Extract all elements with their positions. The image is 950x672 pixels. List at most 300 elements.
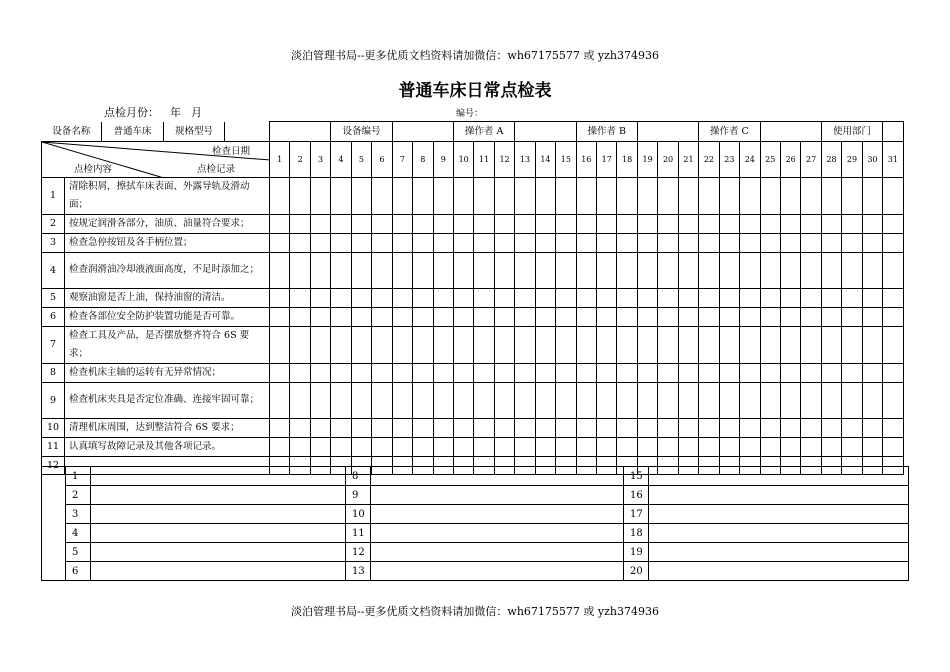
check-cell[interactable] [617,382,637,418]
check-cell[interactable] [351,418,371,437]
check-cell[interactable] [413,177,433,214]
check-cell[interactable] [617,326,637,363]
check-cell[interactable] [719,326,739,363]
check-cell[interactable] [842,382,862,418]
model-value[interactable] [225,122,270,141]
check-cell[interactable] [658,382,678,418]
check-cell[interactable] [270,288,290,307]
check-cell[interactable] [821,214,841,233]
check-cell[interactable] [597,252,617,288]
check-cell[interactable] [515,307,535,326]
check-cell[interactable] [351,288,371,307]
check-cell[interactable] [740,252,760,288]
check-cell[interactable] [576,233,596,252]
check-cell[interactable] [740,233,760,252]
check-cell[interactable] [433,252,453,288]
check-cell[interactable] [821,233,841,252]
check-cell[interactable] [821,437,841,456]
check-cell[interactable] [842,252,862,288]
check-cell[interactable] [576,326,596,363]
check-cell[interactable] [474,437,494,456]
check-cell[interactable] [474,252,494,288]
check-cell[interactable] [719,363,739,382]
check-cell[interactable] [801,437,821,456]
check-cell[interactable] [597,382,617,418]
check-cell[interactable] [351,252,371,288]
check-cell[interactable] [515,214,535,233]
check-cell[interactable] [270,418,290,437]
check-cell[interactable] [556,437,576,456]
check-cell[interactable] [494,177,514,214]
check-cell[interactable] [760,252,780,288]
check-cell[interactable] [331,382,351,418]
check-cell[interactable] [719,382,739,418]
check-cell[interactable] [290,177,310,214]
check-cell[interactable] [678,288,698,307]
check-cell[interactable] [351,177,371,214]
check-cell[interactable] [433,233,453,252]
check-cell[interactable] [617,288,637,307]
check-cell[interactable] [719,437,739,456]
check-cell[interactable] [413,437,433,456]
check-cell[interactable] [515,418,535,437]
check-cell[interactable] [821,252,841,288]
check-cell[interactable] [413,252,433,288]
check-cell[interactable] [678,177,698,214]
check-cell[interactable] [597,363,617,382]
check-cell[interactable] [372,437,392,456]
check-cell[interactable] [433,363,453,382]
check-cell[interactable] [740,326,760,363]
check-cell[interactable] [597,177,617,214]
check-cell[interactable] [270,233,290,252]
check-cell[interactable] [331,363,351,382]
check-cell[interactable] [413,382,433,418]
check-cell[interactable] [433,288,453,307]
check-cell[interactable] [801,252,821,288]
check-cell[interactable] [801,177,821,214]
check-cell[interactable] [842,288,862,307]
check-cell[interactable] [658,418,678,437]
check-cell[interactable] [392,418,412,437]
check-cell[interactable] [617,437,637,456]
check-cell[interactable] [413,326,433,363]
check-cell[interactable] [535,307,555,326]
check-cell[interactable] [392,252,412,288]
check-cell[interactable] [576,418,596,437]
check-cell[interactable] [780,214,800,233]
check-cell[interactable] [290,418,310,437]
check-cell[interactable] [658,252,678,288]
check-cell[interactable] [556,307,576,326]
check-cell[interactable] [576,382,596,418]
check-cell[interactable] [270,326,290,363]
check-cell[interactable] [453,214,473,233]
check-cell[interactable] [678,233,698,252]
check-cell[interactable] [515,326,535,363]
check-cell[interactable] [883,326,903,363]
check-cell[interactable] [637,326,657,363]
check-cell[interactable] [556,418,576,437]
check-cell[interactable] [535,437,555,456]
check-cell[interactable] [719,177,739,214]
check-cell[interactable] [270,214,290,233]
check-cell[interactable] [351,307,371,326]
check-cell[interactable] [842,233,862,252]
check-cell[interactable] [453,326,473,363]
check-cell[interactable] [535,214,555,233]
check-cell[interactable] [290,326,310,363]
check-cell[interactable] [760,418,780,437]
check-cell[interactable] [351,214,371,233]
check-cell[interactable] [637,382,657,418]
check-cell[interactable] [862,252,882,288]
check-cell[interactable] [760,382,780,418]
check-cell[interactable] [883,418,903,437]
check-cell[interactable] [310,418,330,437]
check-cell[interactable] [413,418,433,437]
op-a-value[interactable] [515,122,576,142]
check-cell[interactable] [372,252,392,288]
check-cell[interactable] [576,437,596,456]
check-cell[interactable] [535,233,555,252]
check-cell[interactable] [413,233,433,252]
check-cell[interactable] [637,252,657,288]
check-cell[interactable] [801,307,821,326]
check-cell[interactable] [453,233,473,252]
check-cell[interactable] [597,418,617,437]
record-value[interactable] [371,543,624,562]
check-cell[interactable] [801,418,821,437]
check-cell[interactable] [270,363,290,382]
record-value[interactable] [91,524,346,543]
check-cell[interactable] [821,307,841,326]
check-cell[interactable] [678,214,698,233]
check-cell[interactable] [842,363,862,382]
check-cell[interactable] [658,214,678,233]
check-cell[interactable] [392,363,412,382]
check-cell[interactable] [351,233,371,252]
check-cell[interactable] [413,307,433,326]
check-cell[interactable] [637,233,657,252]
check-cell[interactable] [883,363,903,382]
check-cell[interactable] [842,418,862,437]
check-cell[interactable] [617,363,637,382]
check-cell[interactable] [535,252,555,288]
check-cell[interactable] [617,214,637,233]
check-cell[interactable] [474,382,494,418]
check-cell[interactable] [760,233,780,252]
check-cell[interactable] [494,382,514,418]
check-cell[interactable] [433,382,453,418]
record-value[interactable] [649,543,909,562]
check-cell[interactable] [617,418,637,437]
check-cell[interactable] [372,288,392,307]
check-cell[interactable] [760,177,780,214]
check-cell[interactable] [699,177,719,214]
check-cell[interactable] [372,363,392,382]
check-cell[interactable] [474,418,494,437]
record-value[interactable] [649,524,909,543]
check-cell[interactable] [433,326,453,363]
check-cell[interactable] [535,382,555,418]
record-value[interactable] [371,486,624,505]
check-cell[interactable] [433,177,453,214]
check-cell[interactable] [556,288,576,307]
check-cell[interactable] [617,307,637,326]
check-cell[interactable] [719,307,739,326]
check-cell[interactable] [658,177,678,214]
check-cell[interactable] [597,214,617,233]
check-cell[interactable] [372,307,392,326]
record-value[interactable] [91,467,346,486]
check-cell[interactable] [719,233,739,252]
check-cell[interactable] [270,252,290,288]
check-cell[interactable] [658,363,678,382]
check-cell[interactable] [678,252,698,288]
check-cell[interactable] [310,252,330,288]
check-cell[interactable] [413,363,433,382]
check-cell[interactable] [392,437,412,456]
check-cell[interactable] [862,437,882,456]
check-cell[interactable] [699,307,719,326]
check-cell[interactable] [597,307,617,326]
check-cell[interactable] [760,307,780,326]
record-value[interactable] [371,467,624,486]
check-cell[interactable] [801,233,821,252]
check-cell[interactable] [392,177,412,214]
check-cell[interactable] [392,307,412,326]
check-cell[interactable] [310,307,330,326]
check-cell[interactable] [515,177,535,214]
check-cell[interactable] [474,307,494,326]
check-cell[interactable] [821,382,841,418]
check-cell[interactable] [331,177,351,214]
check-cell[interactable] [494,252,514,288]
check-cell[interactable] [637,177,657,214]
record-value[interactable] [649,486,909,505]
check-cell[interactable] [740,214,760,233]
check-cell[interactable] [760,288,780,307]
check-cell[interactable] [392,288,412,307]
check-cell[interactable] [290,363,310,382]
check-cell[interactable] [413,214,433,233]
check-cell[interactable] [658,437,678,456]
check-cell[interactable] [331,437,351,456]
check-cell[interactable] [351,437,371,456]
check-cell[interactable] [780,252,800,288]
check-cell[interactable] [862,177,882,214]
check-cell[interactable] [740,307,760,326]
check-cell[interactable] [760,326,780,363]
check-cell[interactable] [801,363,821,382]
check-cell[interactable] [862,363,882,382]
check-cell[interactable] [576,288,596,307]
op-c-value[interactable] [760,122,821,142]
check-cell[interactable] [310,326,330,363]
check-cell[interactable] [780,307,800,326]
check-cell[interactable] [270,437,290,456]
check-cell[interactable] [310,214,330,233]
check-cell[interactable] [331,252,351,288]
check-cell[interactable] [678,326,698,363]
check-cell[interactable] [637,418,657,437]
check-cell[interactable] [780,326,800,363]
check-cell[interactable] [453,382,473,418]
check-cell[interactable] [474,326,494,363]
check-cell[interactable] [474,214,494,233]
check-cell[interactable] [658,233,678,252]
check-cell[interactable] [372,382,392,418]
check-cell[interactable] [310,177,330,214]
check-cell[interactable] [780,177,800,214]
check-cell[interactable] [474,363,494,382]
check-cell[interactable] [515,252,535,288]
check-cell[interactable] [556,382,576,418]
check-cell[interactable] [310,437,330,456]
check-cell[interactable] [392,382,412,418]
check-cell[interactable] [801,326,821,363]
check-cell[interactable] [372,233,392,252]
check-cell[interactable] [883,307,903,326]
check-cell[interactable] [453,363,473,382]
check-cell[interactable] [821,418,841,437]
record-value[interactable] [91,562,346,581]
check-cell[interactable] [597,288,617,307]
check-cell[interactable] [556,252,576,288]
check-cell[interactable] [515,363,535,382]
check-cell[interactable] [351,363,371,382]
check-cell[interactable] [842,177,862,214]
check-cell[interactable] [637,437,657,456]
check-cell[interactable] [862,382,882,418]
record-value[interactable] [371,505,624,524]
check-cell[interactable] [576,214,596,233]
check-cell[interactable] [413,288,433,307]
check-cell[interactable] [678,363,698,382]
check-cell[interactable] [556,214,576,233]
check-cell[interactable] [617,252,637,288]
check-cell[interactable] [576,363,596,382]
check-cell[interactable] [883,252,903,288]
check-cell[interactable] [699,214,719,233]
check-cell[interactable] [535,288,555,307]
check-cell[interactable] [760,363,780,382]
check-cell[interactable] [290,252,310,288]
check-cell[interactable] [556,233,576,252]
check-cell[interactable] [290,214,310,233]
check-cell[interactable] [494,214,514,233]
check-cell[interactable] [372,418,392,437]
check-cell[interactable] [597,437,617,456]
check-cell[interactable] [494,363,514,382]
check-cell[interactable] [780,418,800,437]
check-cell[interactable] [780,363,800,382]
check-cell[interactable] [372,177,392,214]
check-cell[interactable] [658,288,678,307]
check-cell[interactable] [842,326,862,363]
check-cell[interactable] [474,177,494,214]
check-cell[interactable] [821,326,841,363]
equip-no-value[interactable] [392,122,453,142]
check-cell[interactable] [862,418,882,437]
check-cell[interactable] [331,233,351,252]
check-cell[interactable] [719,288,739,307]
op-b-value[interactable] [637,122,698,142]
dept-value[interactable] [883,122,903,142]
check-cell[interactable] [637,214,657,233]
check-cell[interactable] [392,326,412,363]
record-value[interactable] [371,524,624,543]
check-cell[interactable] [453,437,473,456]
check-cell[interactable] [331,418,351,437]
check-cell[interactable] [658,326,678,363]
check-cell[interactable] [862,233,882,252]
check-cell[interactable] [658,307,678,326]
check-cell[interactable] [637,307,657,326]
check-cell[interactable] [576,177,596,214]
check-cell[interactable] [515,233,535,252]
check-cell[interactable] [576,252,596,288]
check-cell[interactable] [494,233,514,252]
check-cell[interactable] [535,363,555,382]
check-cell[interactable] [331,288,351,307]
check-cell[interactable] [453,252,473,288]
check-cell[interactable] [392,214,412,233]
check-cell[interactable] [760,214,780,233]
check-cell[interactable] [433,418,453,437]
check-cell[interactable] [760,437,780,456]
record-value[interactable] [649,467,909,486]
check-cell[interactable] [883,288,903,307]
check-cell[interactable] [780,437,800,456]
check-cell[interactable] [535,177,555,214]
check-cell[interactable] [494,288,514,307]
check-cell[interactable] [372,214,392,233]
check-cell[interactable] [617,177,637,214]
check-cell[interactable] [740,363,760,382]
record-value[interactable] [91,486,346,505]
check-cell[interactable] [290,437,310,456]
check-cell[interactable] [433,437,453,456]
check-cell[interactable] [433,214,453,233]
check-cell[interactable] [515,288,535,307]
check-cell[interactable] [883,437,903,456]
check-cell[interactable] [290,233,310,252]
check-cell[interactable] [270,307,290,326]
check-cell[interactable] [740,288,760,307]
check-cell[interactable] [290,382,310,418]
check-cell[interactable] [862,326,882,363]
check-cell[interactable] [678,307,698,326]
check-cell[interactable] [862,288,882,307]
check-cell[interactable] [719,418,739,437]
check-cell[interactable] [556,326,576,363]
check-cell[interactable] [617,233,637,252]
check-cell[interactable] [270,382,290,418]
check-cell[interactable] [699,382,719,418]
check-cell[interactable] [331,326,351,363]
record-value[interactable] [91,543,346,562]
check-cell[interactable] [637,363,657,382]
check-cell[interactable] [780,288,800,307]
check-cell[interactable] [474,288,494,307]
check-cell[interactable] [719,252,739,288]
check-cell[interactable] [883,233,903,252]
check-cell[interactable] [331,307,351,326]
check-cell[interactable] [699,437,719,456]
record-value[interactable] [649,562,909,581]
